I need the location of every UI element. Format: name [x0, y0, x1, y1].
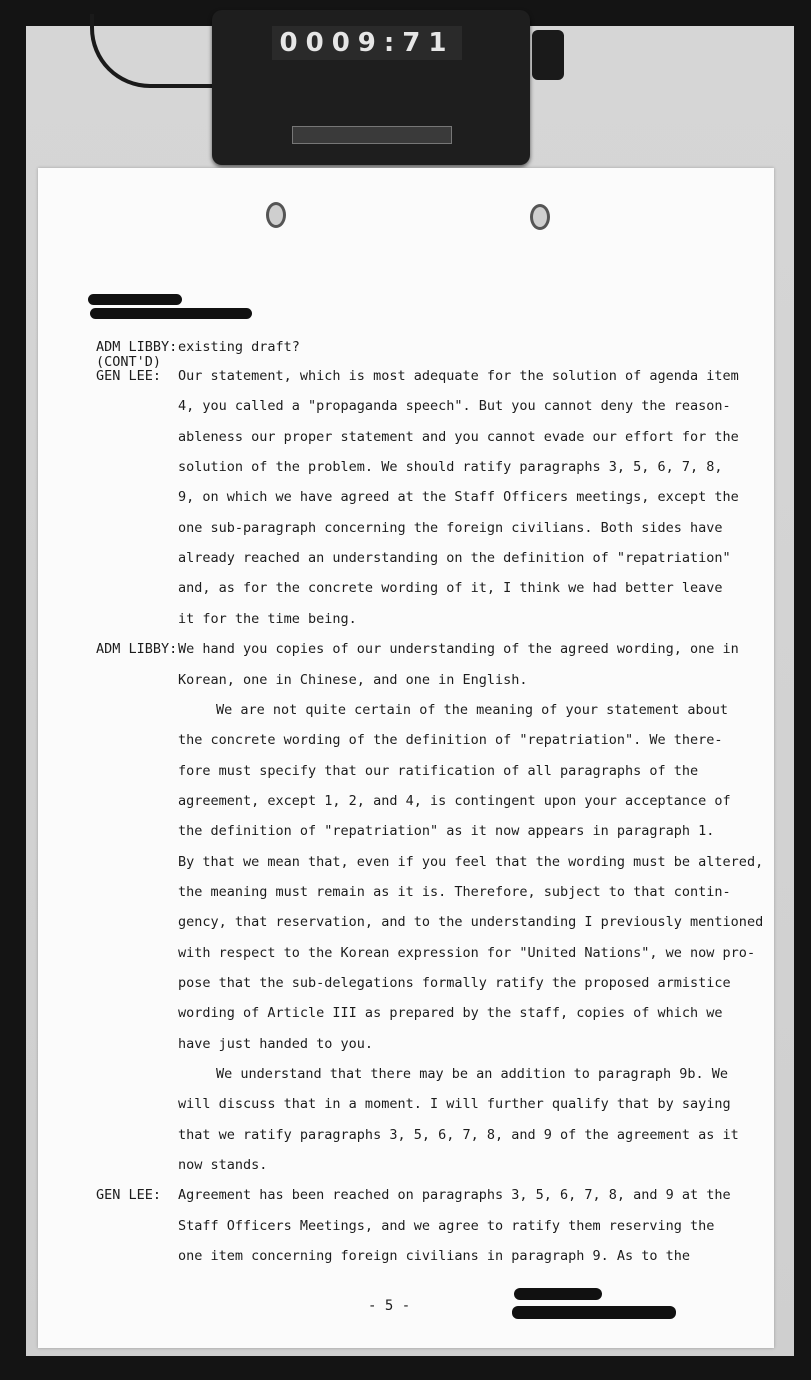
speaker-label: (CONT'D)	[96, 354, 162, 370]
speaker-label: ADM LIBBY:	[96, 339, 178, 355]
speech-text: fore must specify that our ratification of all paragraphs of the	[178, 762, 699, 779]
speaker-label: GEN LEE:	[96, 1187, 162, 1204]
speech-text: gency, that reservation, and to the understanding I previously mentioned	[178, 914, 764, 931]
speech-text: By that we mean that, even if you feel that the wording must be altered,	[178, 853, 764, 870]
speech-text: and, as for the concrete wording of it, I think we had better leave	[178, 580, 723, 597]
speech-text: the definition of "repatriation" as it now appears in paragraph 1.	[178, 823, 715, 840]
speech-text: pose that the sub-delegations formally ratify the proposed armistice	[178, 975, 731, 991]
speech-text: 9, on which we have agreed at the Staff Officers meetings, except the	[178, 489, 739, 506]
speech-text: with respect to the Korean expression for "United Nations", we now pro-	[178, 944, 756, 961]
speech-text: will discuss that in a moment. I will further qualify that by saying	[178, 1096, 731, 1113]
speech-text: that we ratify paragraphs 3, 5, 6, 7, 8, and 9 of the agreement as it	[178, 1126, 739, 1143]
speech-text: existing draft?	[178, 339, 300, 355]
speech-text: 4, you called a "propaganda speech". But you cannot deny the reason-	[178, 398, 731, 415]
speech-text: it for the time being.	[178, 610, 357, 627]
speech-text: We hand you copies of our understanding of the agreed wording, one in	[178, 641, 739, 658]
speech-text: one sub-paragraph concerning the foreign civilians. Both sides have	[178, 519, 723, 536]
speaker-label: ADM LIBBY:	[96, 641, 178, 658]
frame-counter-number: 0009:71	[272, 26, 462, 60]
redaction-bar-header-2	[90, 308, 252, 319]
punch-hole-right	[530, 204, 550, 230]
speech-text: agreement, except 1, 2, and 4, is contingent upon your acceptance of	[178, 792, 731, 809]
speech-text: one item concerning foreign civilians in paragraph 9. As to the	[178, 1248, 691, 1265]
redaction-bar-footer-2	[512, 1306, 676, 1319]
frame-counter-knob	[532, 30, 564, 80]
redaction-bar-footer-1	[514, 1288, 602, 1300]
speech-text: the concrete wording of the definition of "repatriation". We there-	[178, 732, 723, 749]
speech-text: Staff Officers Meetings, and we agree to ratify them reserving the	[178, 1217, 715, 1234]
speech-text: have just handed to you.	[178, 1035, 374, 1052]
speaker-label: GEN LEE:	[96, 368, 162, 384]
speech-text: wording of Article III as prepared by the staff, copies of which we	[178, 1005, 723, 1022]
speech-text: Korean, one in Chinese, and one in English.	[178, 671, 528, 688]
speech-text: We are not quite certain of the meaning of your statement about	[216, 701, 729, 718]
speech-text: ableness our proper statement and you cannot evade our effort for the	[178, 428, 739, 445]
speech-text: We understand that there may be an addition to paragraph 9b. We	[216, 1066, 729, 1083]
punch-hole-left	[266, 202, 286, 228]
document-page	[38, 168, 774, 1348]
frame-counter-slot	[292, 126, 452, 144]
speech-text: the meaning must remain as it is. Therefore, subject to that contin-	[178, 883, 731, 900]
redaction-bar-header-1	[88, 294, 182, 305]
speech-text: already reached an understanding on the definition of "repatriation"	[178, 550, 731, 567]
speech-text: Agreement has been reached on paragraphs 3, 5, 6, 7, 8, and 9 at the	[178, 1187, 731, 1204]
page-number: - 5 -	[368, 1298, 411, 1314]
speech-text: solution of the problem. We should ratify paragraphs 3, 5, 6, 7, 8,	[178, 459, 723, 476]
speech-text: Our statement, which is most adequate for the solution of agenda item	[178, 368, 739, 384]
speech-text: now stands.	[178, 1157, 268, 1174]
